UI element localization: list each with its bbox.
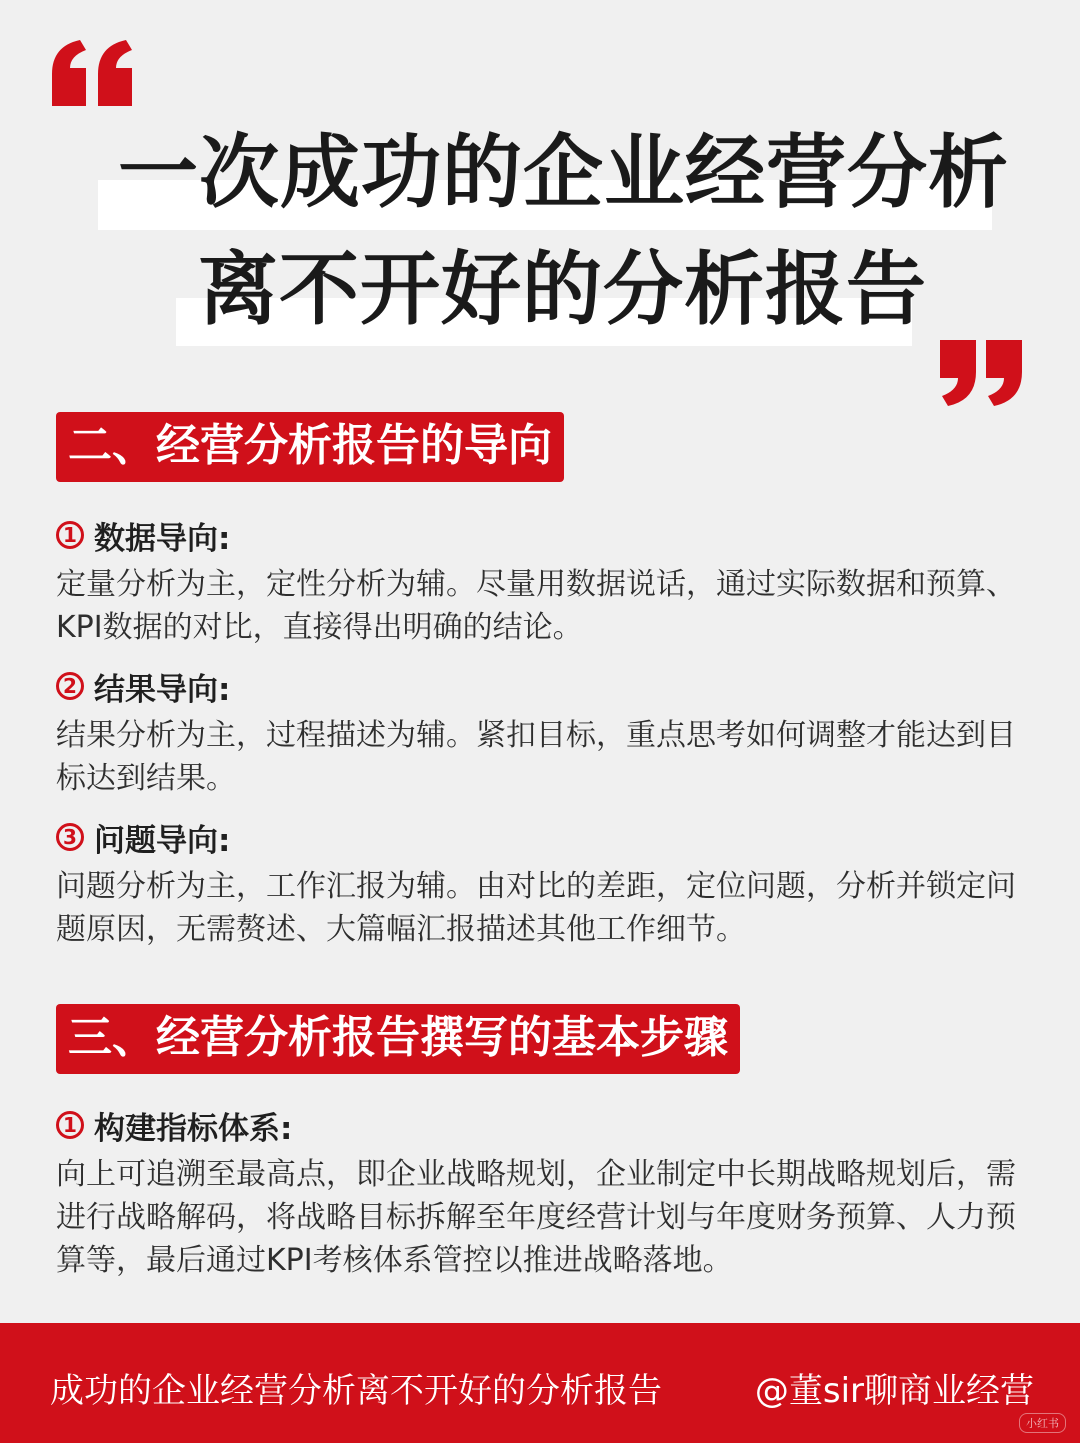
watermark-logo: 小红书: [1019, 1413, 1066, 1433]
footer-bar: [0, 1323, 1080, 1443]
number-badge-icon: 3: [56, 823, 84, 851]
number-badge-icon: 1: [56, 521, 84, 549]
item-text: 结果分析为主，过程描述为辅。紧扣目标，重点思考如何调整才能达到目标达到结果。: [56, 718, 1016, 796]
section-heading-steps: 三、经营分析报告撰写的基本步骤: [56, 1004, 740, 1074]
item-heading: [56, 1103, 1031, 1147]
open-quote-icon: [50, 38, 136, 112]
item-title: 问题导向:: [94, 822, 231, 859]
item-heading: [56, 815, 1031, 859]
page-title-line-2: 离不开好的分析报告: [198, 243, 927, 336]
list-item: [56, 815, 1031, 951]
page-title-line-1: 一次成功的企业经营分析: [118, 126, 1009, 219]
section-heading-orientation: 二、经营分析报告的导向: [56, 412, 564, 482]
item-heading: [56, 513, 1031, 557]
list-item: [56, 1103, 1031, 1282]
number-badge-icon: 2: [56, 672, 84, 700]
item-text: 向上可追溯至最高点，即企业战略规划，企业制定中长期战略规划后，需进行战略解码，将战略目标拆解至年度经营计划与年度财务预算、人力预算等，最后通过KPI考核体系管控以推进战略落地。: [56, 1157, 1016, 1278]
close-quote-icon: [938, 338, 1024, 412]
list-item: [56, 664, 1031, 800]
item-text: 定量分析为主，定性分析为辅。尽量用数据说话，通过实际数据和预算、KPI数据的对比，直接得出明确的结论。: [56, 567, 1016, 645]
list-item: [56, 513, 1031, 649]
item-title: 结果导向:: [94, 671, 231, 708]
footer-tagline: 成功的企业经营分析离不开好的分析报告: [50, 1371, 662, 1411]
item-title: 构建指标体系:: [94, 1110, 293, 1147]
item-heading: [56, 664, 1031, 708]
item-text: 问题分析为主，工作汇报为辅。由对比的差距，定位问题，分析并锁定问题原因，无需赘述、大篇幅汇报描述其他工作细节。: [56, 869, 1016, 947]
item-title: 数据导向:: [94, 520, 231, 557]
number-badge-icon: 1: [56, 1111, 84, 1139]
author-handle: @董sir聊商业经营: [754, 1371, 1034, 1411]
